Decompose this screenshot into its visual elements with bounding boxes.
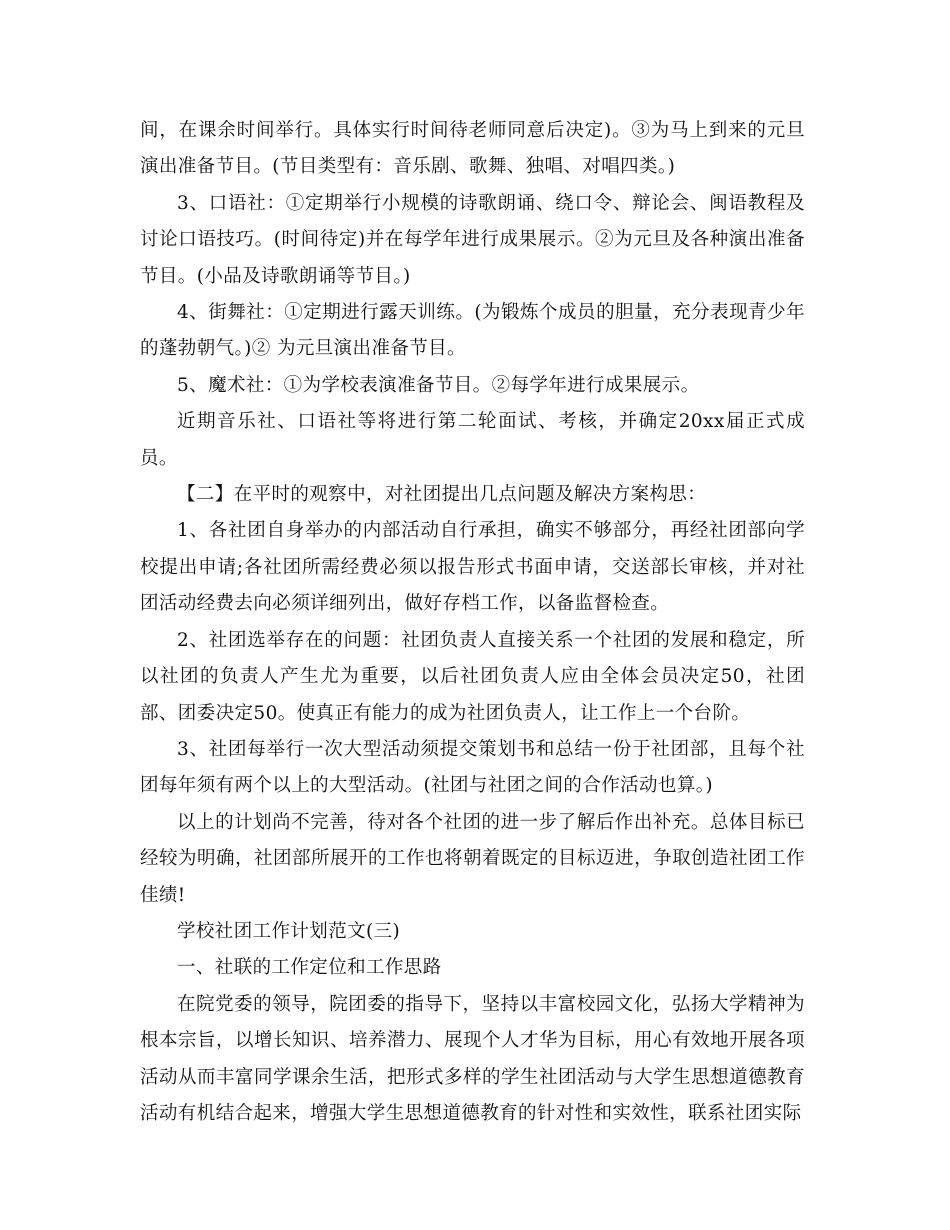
section-heading-1: 一、社联的工作定位和工作思路 bbox=[177, 957, 442, 979]
paragraph-0: 间，在课余时间举行。具体实行时间待老师同意后决定)。③为马上到来的元旦演出准备节目。(节目类型有：音乐剧、歌舞、独唱、对唱四类。) bbox=[140, 120, 805, 178]
paragraph-2: 4、街舞社：①定期进行露天训练。(为锻炼个成员的胆量，充分表现青少年的蓬勃朝气。)② 为元旦演出准备节目。 bbox=[140, 302, 805, 360]
paragraph-9: 以上的计划尚不完善，待对各个社团的进一步了解后作出补充。总体目标已经较为明确，社团部所展开的工作也将朝着既定的目标迈进，争取创造社团工作佳绩! bbox=[140, 811, 805, 906]
section-heading-title: 学校社团工作计划范文(三) bbox=[177, 920, 401, 942]
paragraph-7: 2、社团选举存在的问题：社团负责人直接关系一个社团的发展和稳定，所以社团的负责人产生尤为重要，以后社团负责人应由全体会员决定50，社团部、团委决定50。使真正有能力的成为社团负责人，让工作上一个台阶。 bbox=[140, 629, 805, 724]
paragraph-1: 3、口语社：①定期举行小规模的诗歌朗诵、绕口令、辩论会、闽语教程及讨论口语技巧。(时间待定)并在每学年进行成果展示。②为元旦及各种演出准备节目。(小品及诗歌朗诵等节目。) bbox=[140, 192, 805, 287]
paragraph-3: 5、魔术社：①为学校表演准备节目。②每学年进行成果展示。 bbox=[177, 374, 700, 396]
paragraph-4: 近期音乐社、口语社等将进行第二轮面试、考核，并确定20xx届正式成员。 bbox=[140, 411, 805, 469]
paragraph-6: 1、各社团自身举办的内部活动自行承担，确实不够部分，再经社团部向学校提出申请;各社团所需经费必须以报告形式书面申请，交送部长审核，并对社团活动经费去向必须详细列出，做好存档工作，以备监督检查。 bbox=[140, 520, 805, 615]
document-body bbox=[140, 113, 805, 1132]
paragraph-5: 【二】在平时的观察中，对社团提出几点问题及解决方案构思： bbox=[177, 484, 707, 506]
paragraph-8: 3、社团每举行一次大型活动须提交策划书和总结一份于社团部，且每个社团每年须有两个以上的大型活动。(社团与社团之间的合作活动也算。) bbox=[140, 738, 805, 797]
paragraph-12: 在院党委的领导，院团委的指导下，坚持以丰富校园文化，弘扬大学精神为根本宗旨，以增长知识、培养潜力、展现个人才华为目标，用心有效地开展各项活动从而丰富同学课余生活，把形式多样的学生社团活动与大学生思想道德教育活动有机结合起来，增强大学生思想道德教育的针对性和实效性，联系社团实际 bbox=[140, 993, 805, 1124]
